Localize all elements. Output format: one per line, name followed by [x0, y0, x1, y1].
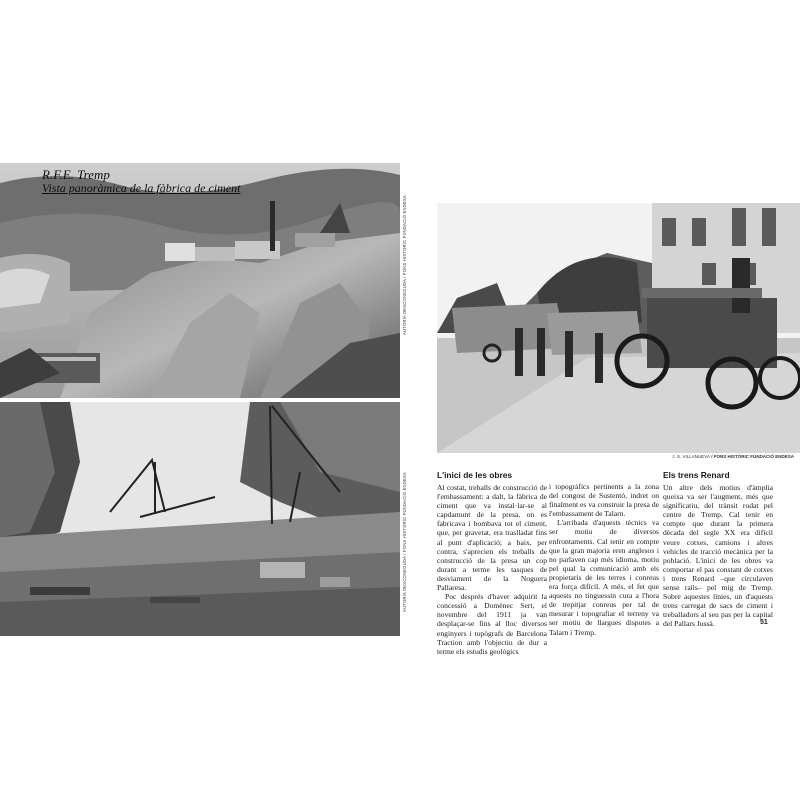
- page-number: 51: [760, 619, 768, 626]
- photo-renard-road-train: [437, 203, 800, 453]
- photo-credit-top: AUTORIA DESCONEGUDA / FONS HISTÒRIC FUNDACIÓ ENDESA: [402, 195, 407, 335]
- section-heading-renard: Els trens Renard: [663, 470, 730, 480]
- paragraph: Al costat, treballs de construcció de l'embassament: a dalt, la fàbrica de ciment que va instal·lar-se al capdamunt de la presa, on es fabricava i bombava tot el ciment, que, per gravetat, era traslladat fins al punt d'aplicació; a baix, per contra, s'aprecien els treballs de construcció de la presa un cop durant a terme les tasques de desviament de la Noguera Pallaresa.: [437, 483, 547, 593]
- photo-credit-bottom: AUTORIA DESCONEGUDA / FONS HISTÒRIC FUNDACIÓ ENDESA: [402, 472, 407, 612]
- photo-dam-construction-site: [0, 402, 400, 636]
- section-heading-inici: L'inici de les obres: [437, 470, 513, 480]
- paragraph: i topogràfics pertinents a la zona del congost de Sustentó, indret on finalment es va construir la presa de l'embassament de Talarn.: [549, 482, 659, 519]
- credit-author: J. S. VILLANUEVA: [672, 454, 710, 459]
- photo-overlay-subtitle: Vista panoràmica de la fàbrica de ciment: [42, 181, 241, 195]
- credit-source: / FONS HISTÒRIC FUNDACIÓ ENDESA: [709, 454, 794, 459]
- photo-overlay-title: R.F.E. Tremp: [42, 167, 110, 182]
- paragraph: Un altre dels motius d'àmplia queixa va ser l'augment, més que significatiu, del trànsit rodat pel centre de Tremp. Cal tenir en compte que durant la primera dècada del segle XX era difícil veure cotxes, camions i altres vehicles de tracció mecànica per la població. L'inici de les obres va comportar el pas constant de cotxes i trens Renard –que circulaven sense rails– pel mig de Tremp. Sobre aquestes línies, un d'aquests trens carregat de sacs de ciment i treballadors al seu pas per la capital del Pallars Jussà.: [663, 483, 773, 629]
- photo-credit-right: [672, 454, 794, 459]
- paragraph: Poc després d'haver adquirit la concessió a Domènec Sert, el novembre del 1911 ja van desplaçar-se fins al lloc diversos enginyers i topògrafs de Barcelona Traction amb l'objectiu de dur a terme els estudis geològics: [437, 592, 547, 656]
- paragraph: L'arribada d'aquests tècnics va ser motiu de diversos enfrontaments. Cal tenir en compte que la gran majoria eren anglesos i no parlaven cap més idioma, motiu pel qual la comunicació amb els propietaris de les terres i conreus era força difícil. A més, el fet que aquests no tinguessin cura a l'hora de trepitjar conreus per tal de mesurar i topografiar el terreny va ser motiu de llargues disputes a Talarn i Tremp.: [549, 518, 659, 637]
- text-column-1: [437, 470, 547, 656]
- text-column-2: [549, 482, 659, 637]
- photo-cement-factory-panorama: [0, 163, 400, 398]
- text-column-3: [663, 470, 773, 629]
